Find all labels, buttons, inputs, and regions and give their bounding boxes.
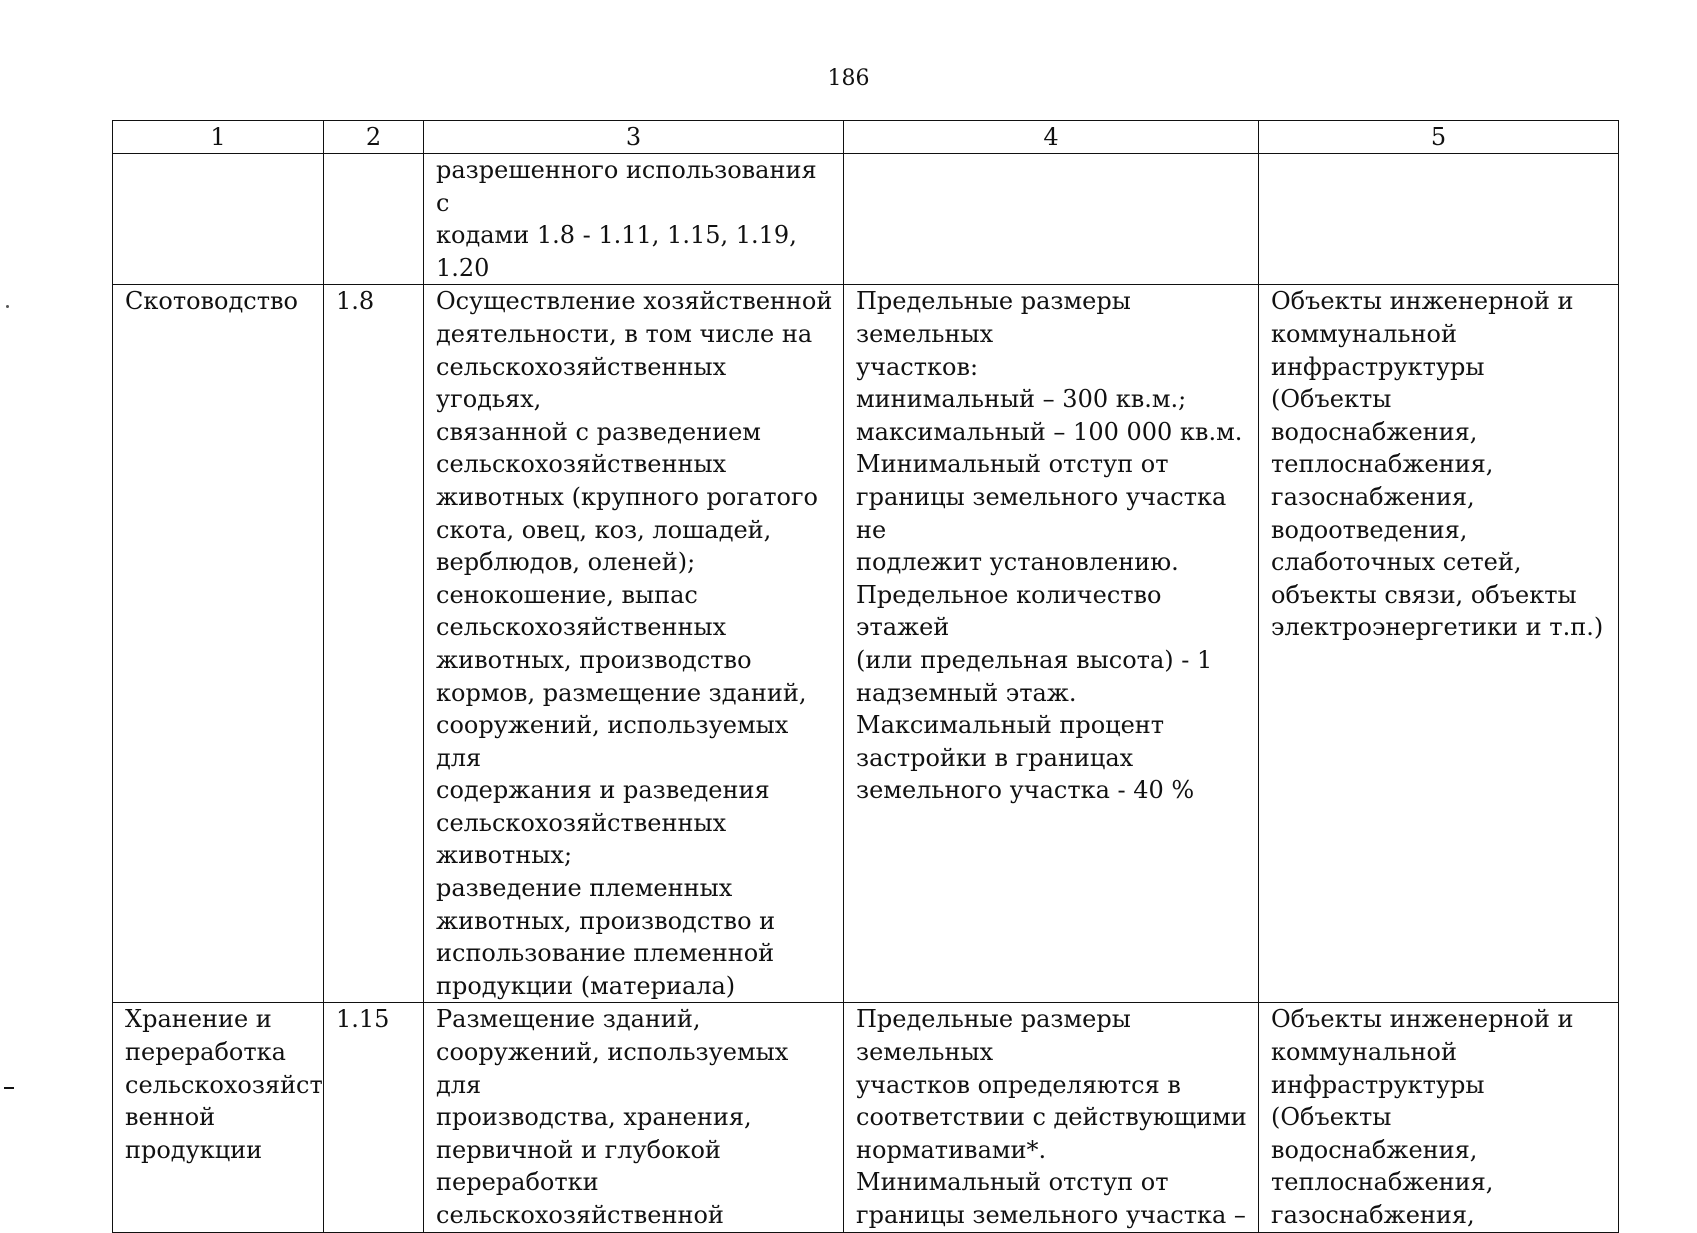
use-description-cell — [424, 285, 844, 1003]
use-description-text: Осуществление хозяйственной деятельности, в том числе на сельскохозяйственных угодьях, связанной с разведением сельскохозяйственных животных (крупного рогатого скота, овец, коз, лошадей, верблюдов, оленей); сенокошение, выпас сельскохозяйственных животных, производство кормов, размещение зданий, сооружений, используемых для содержания и разведения сельскохозяйственных животных; разведение племенных животных, производство и использование племенной продукции (материала) — [436, 287, 833, 1000]
use-code-text: 1.15 — [336, 1005, 390, 1034]
scan-artifact-dot — [6, 305, 9, 308]
table-row — [113, 154, 1619, 285]
use-description-cell — [424, 154, 844, 285]
column-header-4: 4 — [844, 121, 1259, 154]
auxiliary-objects-cell — [1259, 1003, 1619, 1232]
use-description-text: разрешенного использования с кодами 1.8 - 1.11, 1.15, 1.19, 1.20 — [436, 156, 817, 282]
use-code-cell — [324, 154, 424, 285]
table-row — [113, 285, 1619, 1003]
use-code-cell — [324, 285, 424, 1003]
column-header-1: 1 — [113, 121, 324, 154]
use-name-cell — [113, 154, 324, 285]
parameters-text: Предельные размеры земельных участков: минимальный – 300 кв.м.; максимальный – 100 000 кв.м. Минимальный отступ от границы земельного участка не подлежит установлению. Предельное количество этажей (или предельная высота) - 1 надземный этаж. Максимальный процент застройки в границах земельного участка - 40 % — [856, 287, 1243, 805]
auxiliary-objects-text: Объекты инженерной и коммунальной инфраструктуры (Объекты водоснабжения, теплоснабжения, газоснабжения, — [1271, 1005, 1574, 1229]
column-header-5: 5 — [1259, 121, 1619, 154]
zoning-regulations-table — [112, 120, 1619, 1233]
table-header-row — [113, 121, 1619, 154]
use-name-text: Хранение и переработка сельскохозяйст венной продукции — [125, 1005, 323, 1164]
parameters-cell — [844, 154, 1259, 285]
use-name-cell — [113, 1003, 324, 1232]
column-header-3: 3 — [424, 121, 844, 154]
use-name-cell — [113, 285, 324, 1003]
page-number: 186 — [827, 66, 870, 91]
use-description-text: Размещение зданий, сооружений, используемых для производства, хранения, первичной и глубокой переработки сельскохозяйственной — [436, 1005, 789, 1229]
use-name-text: Скотоводство — [125, 287, 298, 316]
scan-artifact-mark — [4, 1087, 14, 1089]
parameters-text: Предельные размеры земельных участков определяются в соответствии с действующими нормативами*. Минимальный отступ от границы земельного участка – — [856, 1005, 1247, 1229]
use-description-cell — [424, 1003, 844, 1232]
use-code-cell — [324, 1003, 424, 1232]
use-code-text: 1.8 — [336, 287, 375, 316]
auxiliary-objects-text: Объекты инженерной и коммунальной инфраструктуры (Объекты водоснабжения, теплоснабжения, газоснабжения, водоотведения, слаботочных сетей, объекты связи, объекты электроэнергетики и т.п.) — [1271, 287, 1604, 642]
column-header-2: 2 — [324, 121, 424, 154]
auxiliary-objects-cell — [1259, 285, 1619, 1003]
auxiliary-objects-cell — [1259, 154, 1619, 285]
parameters-cell — [844, 285, 1259, 1003]
table-row — [113, 1003, 1619, 1232]
parameters-cell — [844, 1003, 1259, 1232]
